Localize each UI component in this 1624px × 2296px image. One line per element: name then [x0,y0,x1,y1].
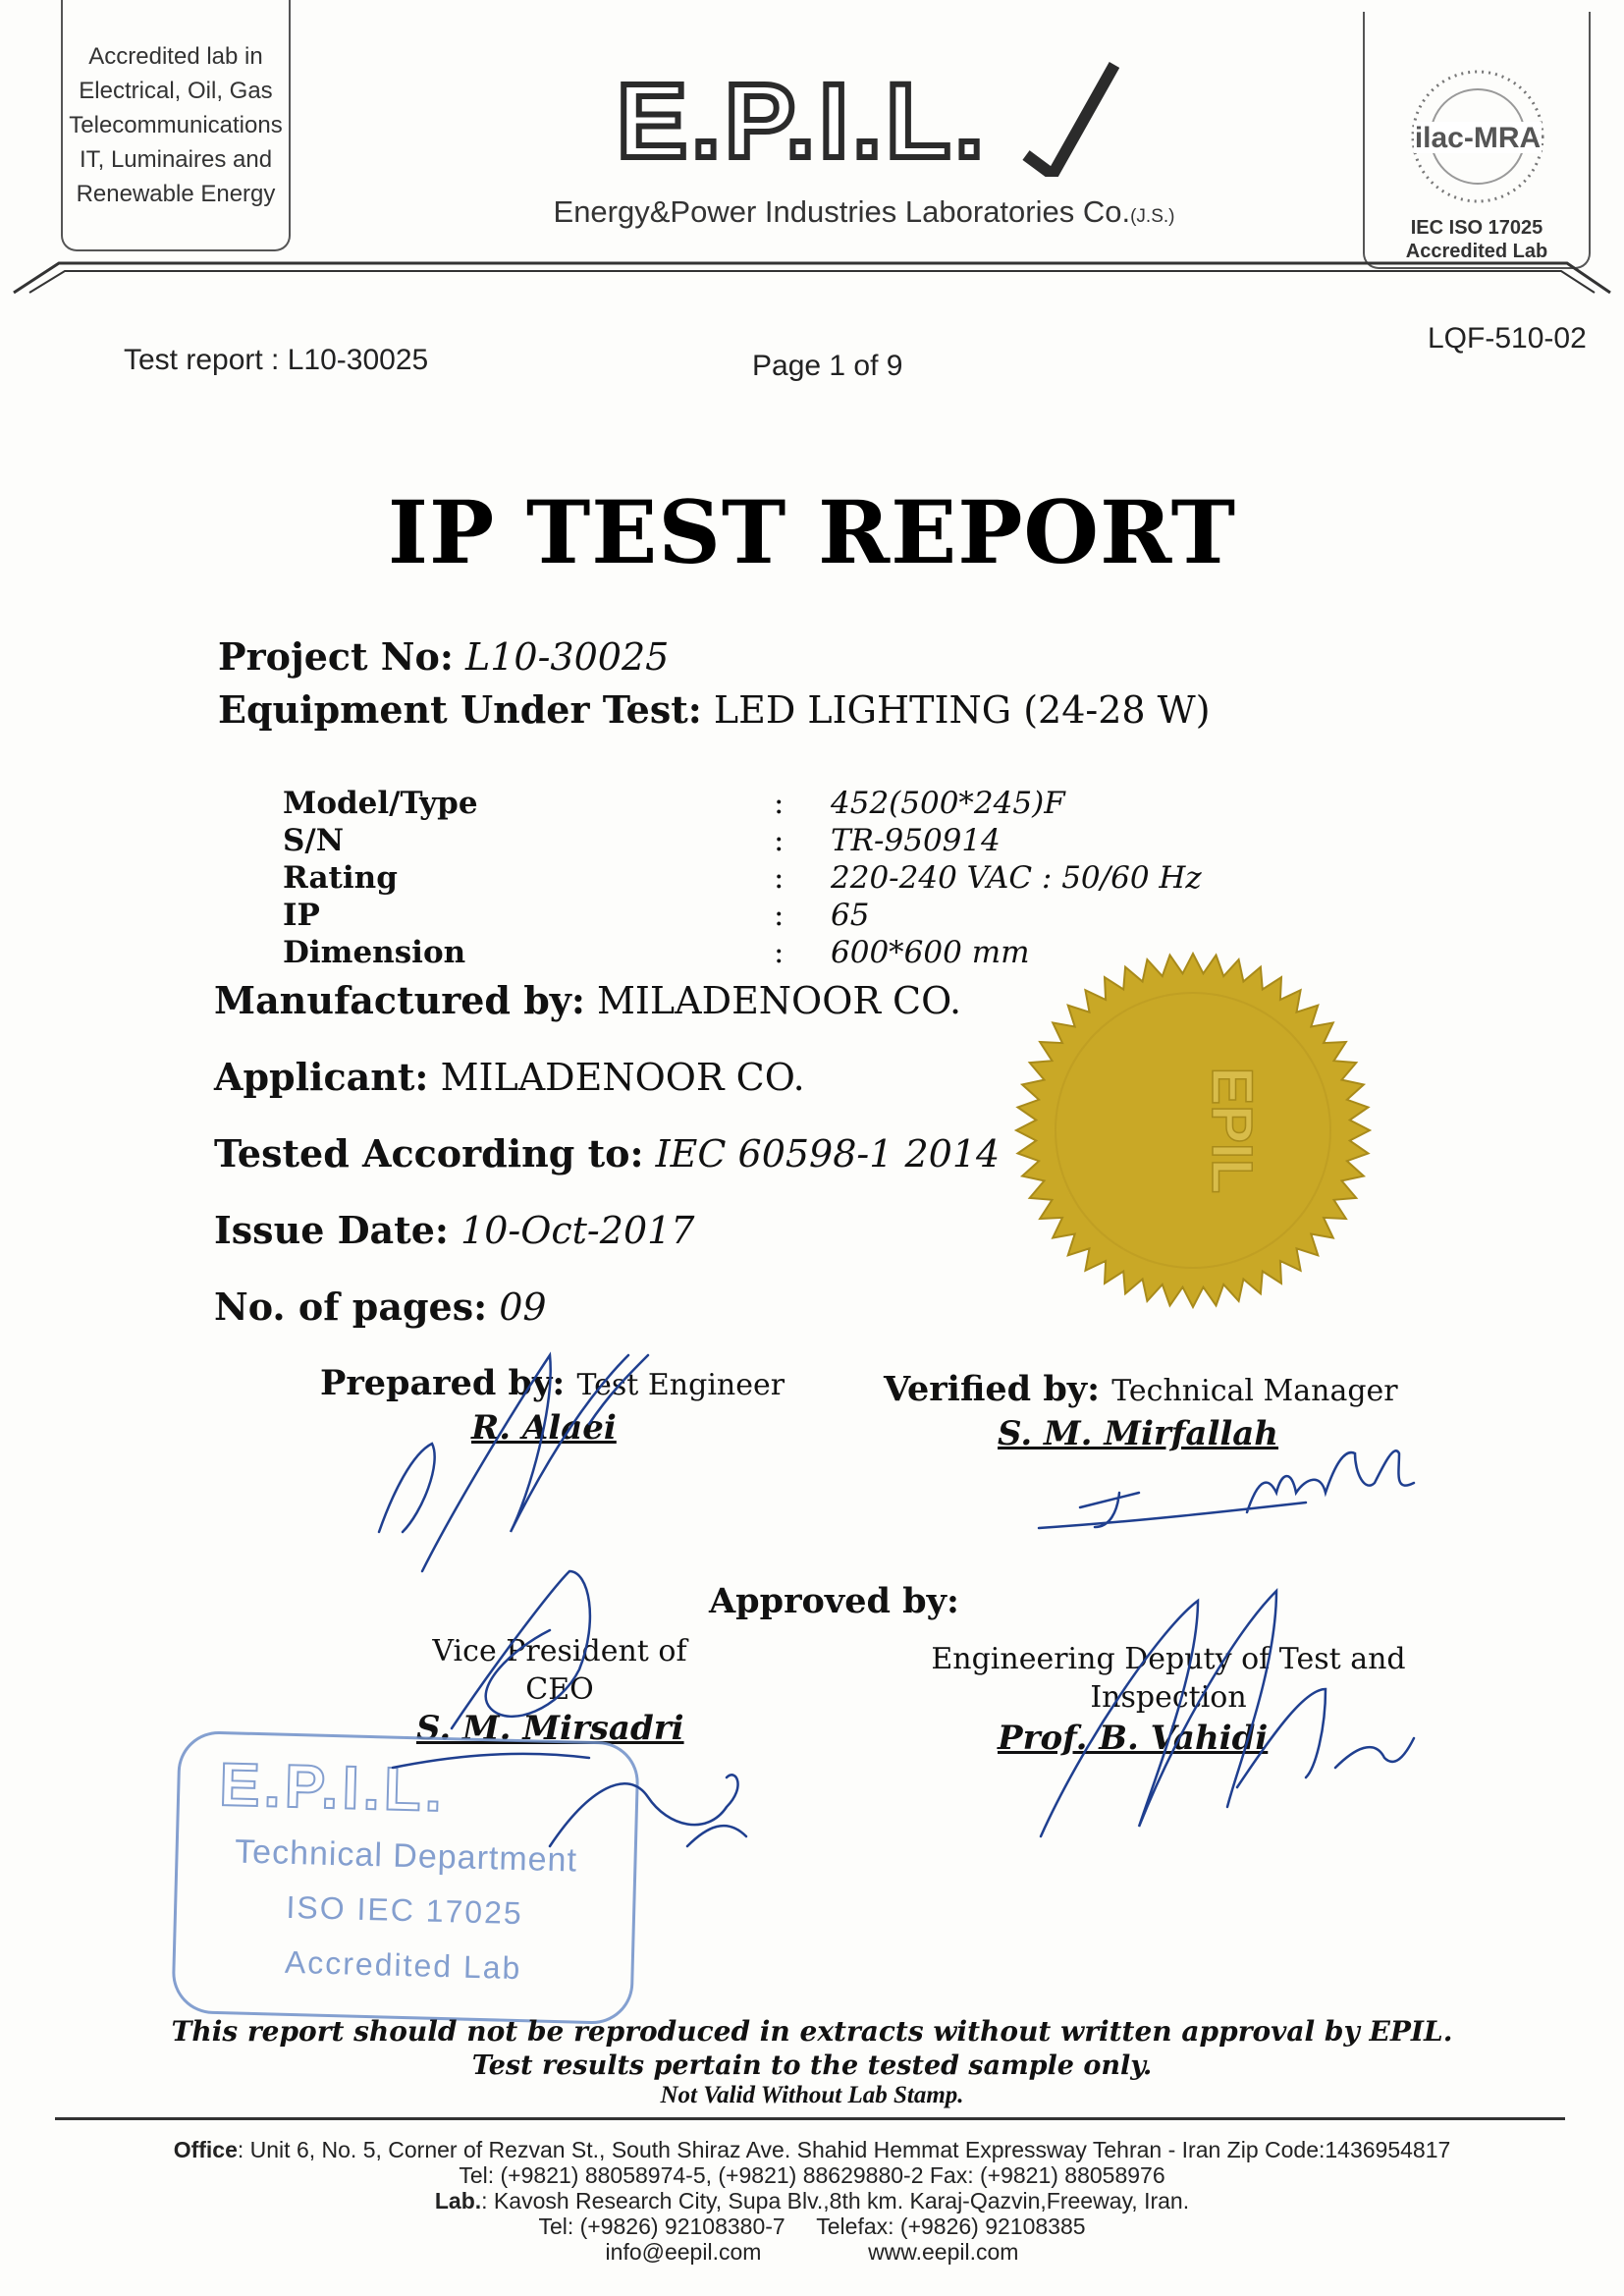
gold-seal [1011,949,1375,1312]
company-name [511,194,1218,230]
spec-key: Dimension [283,935,466,970]
manufactured-by [214,978,961,1022]
deputy-role-line-1: Engineering Deputy of Test and [931,1642,1406,1676]
verified-by [884,1369,1398,1409]
test-report-number: Test report : L10-30025 [124,344,429,376]
standard-label: Tested According to: [214,1131,644,1175]
office-label: Office [173,2137,238,2162]
footer-office [0,2137,1624,2162]
lab-tel: Tel: (+9826) 92108380-7 [538,2214,785,2239]
verified-by-name: S. M. Mirfallah [998,1414,1279,1453]
spec-value: 65 [831,898,870,933]
accreditation-line: Telecommunications [69,112,283,138]
project-number-value: L10-30025 [465,635,670,679]
issue-date-label: Issue Date: [214,1208,449,1252]
spec-key: S/N [283,823,345,858]
pages-value: 09 [499,1285,547,1329]
ilac-caption [1365,216,1589,263]
footer-lab [0,2188,1624,2214]
ilac-caption-line-1: IEC ISO 17025 [1410,217,1543,239]
spec-value: TR-950914 [831,823,1001,858]
spec-key: Rating [283,860,398,896]
spec-colon: : [774,823,785,858]
applicant [214,1055,805,1099]
applicant-value: MILADENOOR CO. [440,1056,805,1099]
spec-value: 452(500*245)F [831,786,1065,821]
prepared-by-role: Test Engineer [576,1368,785,1402]
footer-divider [55,2117,1565,2120]
manufactured-label: Manufactured by: [214,978,585,1022]
stamp-accreditation: Accredited Lab [284,1943,522,1987]
ilac-accreditation-box [1363,12,1591,269]
ilac-mra-logo [1404,63,1551,210]
stamp-department: Technical Department [234,1832,578,1880]
lab-stamp [171,1730,639,2025]
manufactured-value: MILADENOOR CO. [597,979,962,1022]
office-address: : Unit 6, No. 5, Corner of Rezvan St., South Shiraz Ave. Shahid Hemmat Expressway Tehran - Iran Zip Code:1436954817 [237,2137,1451,2162]
prepared-by-label: Prepared by: [320,1363,566,1403]
prepared-by-name: R. Alaei [471,1408,617,1448]
equipment-under-test [218,687,1211,732]
stamp-logo: E.P.I.L. [218,1751,447,1826]
header-divider [0,257,1624,297]
equipment-value: LED LIGHTING (24-28 W) [713,688,1211,732]
approved-by-label: Approved by: [709,1581,959,1621]
vp-role [363,1632,756,1709]
spec-value: 600*600 mm [831,935,1030,970]
spec-key: Model/Type [283,786,478,821]
tested-according-to [214,1131,1000,1175]
project-number [218,634,669,679]
stamp-standard: ISO IEC 17025 [286,1888,524,1932]
issue-date-value: 10-Oct-2017 [460,1209,695,1252]
company-name-text: Energy&Power Industries Laboratories Co. [553,194,1131,229]
accreditation-line: Electrical, Oil, Gas [79,78,273,104]
lab-fax: Telefax: (+9826) 92108385 [816,2214,1086,2239]
footer-lab-contact [0,2214,1624,2239]
vp-role-line-1: Vice President of [432,1634,687,1668]
accreditation-line: Accredited lab in [88,43,263,70]
vp-role-line-2: CEO [525,1672,594,1707]
issue-date [214,1208,694,1252]
spec-key: IP [283,898,320,933]
verified-by-role: Technical Manager [1111,1374,1398,1408]
spec-colon: : [774,860,785,896]
sample-notice: Test results pertain to the tested sample only. [471,2050,1153,2081]
page-number: Page 1 of 9 [752,350,903,382]
pages-label: No. of pages: [214,1285,488,1329]
website-link[interactable]: www.eepil.com [868,2239,1019,2265]
footer-web [0,2239,1624,2265]
spec-colon: : [774,935,785,970]
epil-logo [609,59,1119,177]
spec-value: 220-240 VAC : 50/60 Hz [831,860,1202,896]
number-of-pages [214,1285,547,1329]
applicant-label: Applicant: [214,1055,429,1099]
ilac-logo-text: ilac-MRA [1414,122,1542,154]
email-link[interactable]: info@eepil.com [605,2239,762,2265]
accreditation-line: IT, Luminaires and [79,146,273,173]
footer-office-tel: Tel: (+9821) 88058974-5, (+9821) 88629880-2 Fax: (+9821) 88058976 [459,2162,1165,2188]
deputy-role-line-2: Inspection [1090,1680,1247,1715]
form-code: LQF-510-02 [1428,322,1587,355]
spec-colon: : [774,898,785,933]
standard-value: IEC 60598-1 2014 [655,1132,1001,1175]
lab-address: : Kavosh Research City, Supa Blv.,8th km. Karaj-Qazvin,Freeway, Iran. [481,2188,1190,2214]
check-mark-icon [1026,65,1114,175]
project-number-label: Project No: [218,634,454,679]
company-suffix: (J.S.) [1130,206,1175,227]
accreditation-box [61,0,291,251]
spec-colon: : [774,786,785,821]
reproduction-notice: This report should not be reproduced in extracts without written approval by EPIL. [171,2015,1453,2048]
equipment-label: Equipment Under Test: [218,687,702,732]
deputy-role [864,1640,1473,1717]
signature-verified [1039,1450,1414,1528]
seal-text: EPIL [1200,1066,1264,1194]
epil-logo-text: E.P.I.L. [617,61,989,177]
deputy-name: Prof. B. Vahidi [998,1719,1269,1758]
verified-by-label: Verified by: [884,1369,1101,1409]
page-title: IP TEST REPORT [387,481,1237,583]
stamp-notice: Not Valid Without Lab Stamp. [660,2082,964,2108]
lab-label: Lab. [434,2188,482,2214]
vp-name: S. M. Mirsadri [416,1709,684,1748]
ilac-caption-line-2: Accredited Lab [1405,241,1548,262]
accreditation-line: Renewable Energy [76,181,276,207]
prepared-by [320,1363,785,1403]
